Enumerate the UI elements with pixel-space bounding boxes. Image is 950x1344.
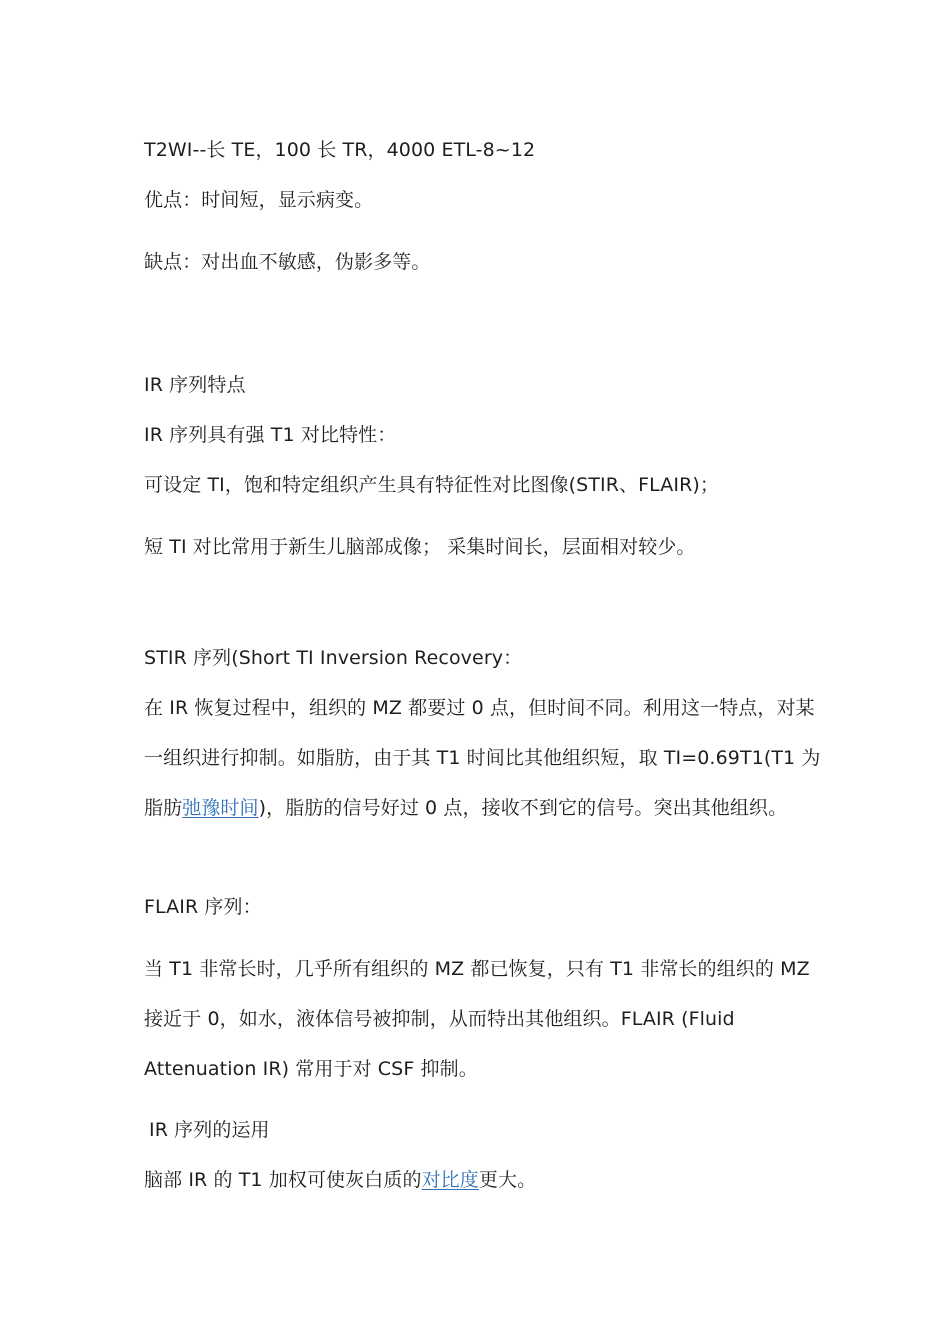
ir-section-heading: IR 序列特点 [144,374,246,396]
ir-point-ti: 可设定 TI，饱和特定组织产生具有特征性对比图像(STIR、FLAIR)； [144,474,719,496]
t2wi-disadvantages: 缺点：对出血不敏感，伪影多等。 [144,251,431,273]
t2wi-advantages: 优点：时间短，显示病变。 [144,189,374,211]
flair-paragraph-line-2: 接近于 0，如水，液体信号被抑制，从而特出其他组织。FLAIR (Fluid [144,1008,735,1030]
ir-usage-heading: IR 序列的运用 [149,1119,270,1141]
ir-usage-suffix: 更大。 [478,1169,537,1191]
stir-line-3-prefix: 脂肪 [144,797,183,819]
ir-usage-prefix: 脑部 IR 的 T1 加权可使灰白质的 [144,1169,422,1191]
stir-line-3-suffix: )，脂肪的信号好过 0 点，接收不到它的信号。突出其他组织。 [258,797,788,819]
ir-usage-text [144,1167,536,1193]
flair-paragraph-line-1: 当 T1 非常长时，几乎所有组织的 MZ 都已恢复，只有 T1 非常长的组织的 MZ [144,958,810,980]
ir-intro-text: IR 序列具有强 T1 对比特性： [144,424,397,446]
relaxation-time-link[interactable]: 弛豫时间 [182,797,259,819]
ir-point-short-ti: 短 TI 对比常用于新生儿脑部成像； 采集时间长，层面相对较少。 [144,536,696,558]
contrast-link[interactable]: 对比度 [421,1169,479,1191]
stir-paragraph-line-1: 在 IR 恢复过程中，组织的 MZ 都要过 0 点，但时间不同。利用这一特点，对某 [144,697,815,719]
stir-section-heading: STIR 序列(Short TI Inversion Recovery： [144,647,523,669]
flair-paragraph-line-3: Attenuation IR) 常用于对 CSF 抑制。 [144,1058,478,1080]
stir-paragraph-line-3 [144,795,787,821]
flair-section-heading: FLAIR 序列： [144,896,262,918]
t2wi-parameters: T2WI--长 TE，100 长 TR，4000 ETL-8~12 [144,139,536,161]
stir-paragraph-line-2: 一组织进行抑制。如脂肪，由于其 T1 时间比其他组织短，取 TI=0.69T1(T1 为 [144,747,821,769]
